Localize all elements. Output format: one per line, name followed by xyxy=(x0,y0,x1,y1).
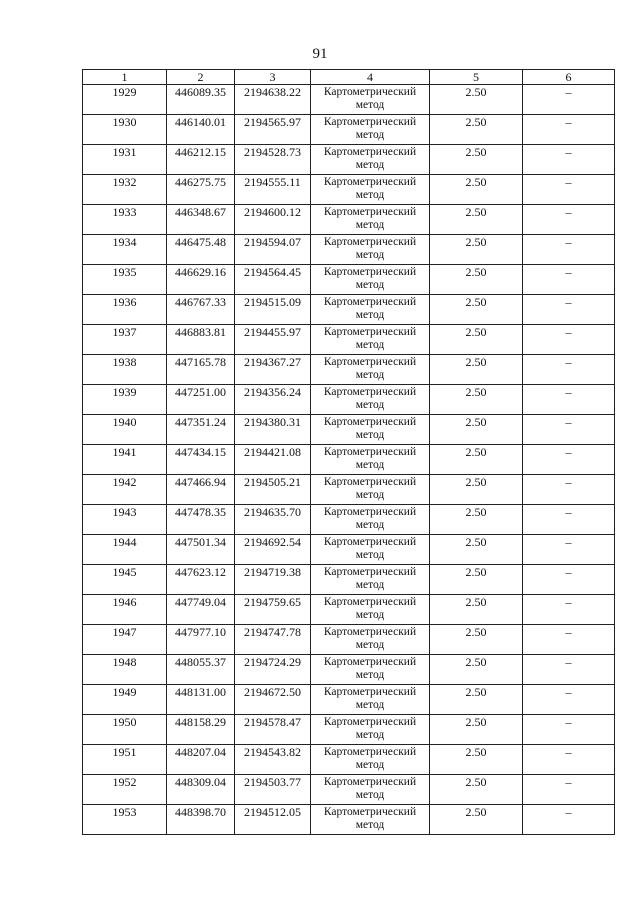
method-line-1: Картометрический xyxy=(323,716,417,728)
accuracy-cell: 2.50 xyxy=(430,325,523,355)
y-coordinate-cell: 2194719.38 xyxy=(235,565,311,595)
description-cell: – xyxy=(523,85,615,115)
point-number-cell: 1944 xyxy=(83,535,167,565)
table-row xyxy=(83,175,615,205)
y-coordinate-cell: 2194380.31 xyxy=(235,415,311,445)
accuracy-cell: 2.50 xyxy=(430,115,523,145)
point-number-cell: 1941 xyxy=(83,445,167,475)
y-coordinate-cell: 2194578.47 xyxy=(235,715,311,745)
method-line-2: метод xyxy=(355,459,385,471)
accuracy-cell: 2.50 xyxy=(430,295,523,325)
point-number-cell: 1943 xyxy=(83,505,167,535)
x-coordinate-cell: 446089.35 xyxy=(167,85,235,115)
table-header-row xyxy=(83,70,615,85)
accuracy-cell: 2.50 xyxy=(430,385,523,415)
description-cell: – xyxy=(523,505,615,535)
method-line-1: Картометрический xyxy=(323,206,417,218)
point-number-cell: 1953 xyxy=(83,805,167,835)
description-cell: – xyxy=(523,325,615,355)
point-number-cell: 1948 xyxy=(83,655,167,685)
table-row xyxy=(83,385,615,415)
point-number-cell: 1930 xyxy=(83,115,167,145)
x-coordinate-cell: 447165.78 xyxy=(167,355,235,385)
method-cell xyxy=(311,505,430,535)
accuracy-cell: 2.50 xyxy=(430,505,523,535)
method-cell xyxy=(311,115,430,145)
y-coordinate-cell: 2194747.78 xyxy=(235,625,311,655)
y-coordinate-cell: 2194638.22 xyxy=(235,85,311,115)
table-row xyxy=(83,535,615,565)
accuracy-cell: 2.50 xyxy=(430,685,523,715)
table-row xyxy=(83,565,615,595)
description-cell: – xyxy=(523,175,615,205)
method-line-1: Картометрический xyxy=(323,746,417,758)
y-coordinate-cell: 2194503.77 xyxy=(235,775,311,805)
method-line-1: Картометрический xyxy=(323,146,417,158)
table-row xyxy=(83,415,615,445)
method-cell xyxy=(311,565,430,595)
method-line-2: метод xyxy=(355,219,385,231)
y-coordinate-cell: 2194759.65 xyxy=(235,595,311,625)
accuracy-cell: 2.50 xyxy=(430,475,523,505)
point-number-cell: 1936 xyxy=(83,295,167,325)
method-cell xyxy=(311,205,430,235)
method-cell xyxy=(311,685,430,715)
header-cell-5: 5 xyxy=(430,70,523,85)
table-row xyxy=(83,265,615,295)
point-number-cell: 1940 xyxy=(83,415,167,445)
x-coordinate-cell: 447749.04 xyxy=(167,595,235,625)
method-line-1: Картометрический xyxy=(323,296,417,308)
method-cell xyxy=(311,355,430,385)
method-cell xyxy=(311,145,430,175)
accuracy-cell: 2.50 xyxy=(430,265,523,295)
method-line-2: метод xyxy=(355,129,385,141)
description-cell: – xyxy=(523,265,615,295)
accuracy-cell: 2.50 xyxy=(430,145,523,175)
point-number-cell: 1931 xyxy=(83,145,167,175)
x-coordinate-cell: 447251.00 xyxy=(167,385,235,415)
point-number-cell: 1945 xyxy=(83,565,167,595)
description-cell: – xyxy=(523,445,615,475)
table-row xyxy=(83,595,615,625)
y-coordinate-cell: 2194555.11 xyxy=(235,175,311,205)
x-coordinate-cell: 447977.10 xyxy=(167,625,235,655)
x-coordinate-cell: 448309.04 xyxy=(167,775,235,805)
method-line-1: Картометрический xyxy=(323,776,417,788)
method-cell xyxy=(311,85,430,115)
point-number-cell: 1952 xyxy=(83,775,167,805)
x-coordinate-cell: 448398.70 xyxy=(167,805,235,835)
method-line-2: метод xyxy=(355,309,385,321)
method-cell xyxy=(311,445,430,475)
description-cell: – xyxy=(523,295,615,325)
method-line-1: Картометрический xyxy=(323,686,417,698)
y-coordinate-cell: 2194528.73 xyxy=(235,145,311,175)
table-row xyxy=(83,445,615,475)
header-cell-3: 3 xyxy=(235,70,311,85)
y-coordinate-cell: 2194455.97 xyxy=(235,325,311,355)
table-row xyxy=(83,475,615,505)
method-cell xyxy=(311,325,430,355)
point-number-cell: 1935 xyxy=(83,265,167,295)
accuracy-cell: 2.50 xyxy=(430,205,523,235)
coordinates-table xyxy=(82,69,615,835)
method-cell xyxy=(311,625,430,655)
accuracy-cell: 2.50 xyxy=(430,445,523,475)
method-line-2: метод xyxy=(355,699,385,711)
accuracy-cell: 2.50 xyxy=(430,805,523,835)
x-coordinate-cell: 448207.04 xyxy=(167,745,235,775)
accuracy-cell: 2.50 xyxy=(430,775,523,805)
accuracy-cell: 2.50 xyxy=(430,715,523,745)
x-coordinate-cell: 447434.15 xyxy=(167,445,235,475)
y-coordinate-cell: 2194505.21 xyxy=(235,475,311,505)
y-coordinate-cell: 2194565.97 xyxy=(235,115,311,145)
accuracy-cell: 2.50 xyxy=(430,235,523,265)
x-coordinate-cell: 446475.48 xyxy=(167,235,235,265)
description-cell: – xyxy=(523,355,615,385)
x-coordinate-cell: 448055.37 xyxy=(167,655,235,685)
x-coordinate-cell: 446767.33 xyxy=(167,295,235,325)
method-line-2: метод xyxy=(355,579,385,591)
y-coordinate-cell: 2194512.05 xyxy=(235,805,311,835)
method-line-2: метод xyxy=(355,609,385,621)
method-cell xyxy=(311,295,430,325)
method-line-1: Картометрический xyxy=(323,326,417,338)
description-cell: – xyxy=(523,775,615,805)
y-coordinate-cell: 2194564.45 xyxy=(235,265,311,295)
point-number-cell: 1947 xyxy=(83,625,167,655)
method-line-2: метод xyxy=(355,189,385,201)
method-line-2: метод xyxy=(355,639,385,651)
method-cell xyxy=(311,715,430,745)
method-line-1: Картометрический xyxy=(323,656,417,668)
method-line-2: метод xyxy=(355,369,385,381)
x-coordinate-cell: 448131.00 xyxy=(167,685,235,715)
method-line-1: Картометрический xyxy=(323,116,417,128)
point-number-cell: 1949 xyxy=(83,685,167,715)
method-cell xyxy=(311,805,430,835)
table-body xyxy=(83,85,615,835)
point-number-cell: 1939 xyxy=(83,385,167,415)
method-line-2: метод xyxy=(355,759,385,771)
description-cell: – xyxy=(523,625,615,655)
table-row xyxy=(83,715,615,745)
point-number-cell: 1938 xyxy=(83,355,167,385)
point-number-cell: 1933 xyxy=(83,205,167,235)
x-coordinate-cell: 447501.34 xyxy=(167,535,235,565)
accuracy-cell: 2.50 xyxy=(430,355,523,385)
method-cell xyxy=(311,655,430,685)
description-cell: – xyxy=(523,595,615,625)
table-row xyxy=(83,625,615,655)
accuracy-cell: 2.50 xyxy=(430,175,523,205)
x-coordinate-cell: 446883.81 xyxy=(167,325,235,355)
method-line-2: метод xyxy=(355,339,385,351)
description-cell: – xyxy=(523,685,615,715)
method-cell xyxy=(311,385,430,415)
method-line-1: Картометрический xyxy=(323,446,417,458)
description-cell: – xyxy=(523,655,615,685)
method-line-1: Картометрический xyxy=(323,356,417,368)
header-cell-1: 1 xyxy=(83,70,167,85)
table-row xyxy=(83,205,615,235)
description-cell: – xyxy=(523,475,615,505)
accuracy-cell: 2.50 xyxy=(430,415,523,445)
method-line-2: метод xyxy=(355,99,385,111)
description-cell: – xyxy=(523,235,615,265)
x-coordinate-cell: 446140.01 xyxy=(167,115,235,145)
method-cell xyxy=(311,745,430,775)
point-number-cell: 1951 xyxy=(83,745,167,775)
description-cell: – xyxy=(523,805,615,835)
method-line-1: Картометрический xyxy=(323,266,417,278)
method-cell xyxy=(311,175,430,205)
point-number-cell: 1950 xyxy=(83,715,167,745)
method-line-1: Картометрический xyxy=(323,236,417,248)
method-line-2: метод xyxy=(355,819,385,831)
x-coordinate-cell: 448158.29 xyxy=(167,715,235,745)
method-line-1: Картометрический xyxy=(323,626,417,638)
table-row xyxy=(83,295,615,325)
table-row xyxy=(83,325,615,355)
method-line-1: Картометрический xyxy=(323,86,417,98)
header-cell-4: 4 xyxy=(311,70,430,85)
method-line-1: Картометрический xyxy=(323,386,417,398)
method-line-2: метод xyxy=(355,159,385,171)
point-number-cell: 1937 xyxy=(83,325,167,355)
y-coordinate-cell: 2194635.70 xyxy=(235,505,311,535)
x-coordinate-cell: 446348.67 xyxy=(167,205,235,235)
description-cell: – xyxy=(523,385,615,415)
y-coordinate-cell: 2194356.24 xyxy=(235,385,311,415)
description-cell: – xyxy=(523,745,615,775)
table-row xyxy=(83,235,615,265)
method-line-2: метод xyxy=(355,519,385,531)
method-cell xyxy=(311,775,430,805)
description-cell: – xyxy=(523,535,615,565)
method-line-2: метод xyxy=(355,549,385,561)
method-line-2: метод xyxy=(355,789,385,801)
method-cell xyxy=(311,235,430,265)
table-row xyxy=(83,85,615,115)
method-line-2: метод xyxy=(355,489,385,501)
method-line-2: метод xyxy=(355,429,385,441)
table-row xyxy=(83,115,615,145)
method-line-2: метод xyxy=(355,279,385,291)
x-coordinate-cell: 447466.94 xyxy=(167,475,235,505)
method-line-1: Картометрический xyxy=(323,596,417,608)
accuracy-cell: 2.50 xyxy=(430,595,523,625)
point-number-cell: 1946 xyxy=(83,595,167,625)
method-line-2: метод xyxy=(355,249,385,261)
table-row xyxy=(83,775,615,805)
y-coordinate-cell: 2194367.27 xyxy=(235,355,311,385)
accuracy-cell: 2.50 xyxy=(430,655,523,685)
accuracy-cell: 2.50 xyxy=(430,565,523,595)
method-cell xyxy=(311,535,430,565)
y-coordinate-cell: 2194600.12 xyxy=(235,205,311,235)
accuracy-cell: 2.50 xyxy=(430,745,523,775)
x-coordinate-cell: 446212.15 xyxy=(167,145,235,175)
y-coordinate-cell: 2194672.50 xyxy=(235,685,311,715)
method-cell xyxy=(311,415,430,445)
table-row xyxy=(83,355,615,385)
method-line-1: Картометрический xyxy=(323,536,417,548)
method-cell xyxy=(311,265,430,295)
point-number-cell: 1929 xyxy=(83,85,167,115)
x-coordinate-cell: 446275.75 xyxy=(167,175,235,205)
y-coordinate-cell: 2194594.07 xyxy=(235,235,311,265)
description-cell: – xyxy=(523,415,615,445)
description-cell: – xyxy=(523,145,615,175)
description-cell: – xyxy=(523,715,615,745)
page-number: 91 xyxy=(312,46,328,62)
y-coordinate-cell: 2194421.08 xyxy=(235,445,311,475)
header-cell-2: 2 xyxy=(167,70,235,85)
x-coordinate-cell: 447351.24 xyxy=(167,415,235,445)
table-row xyxy=(83,655,615,685)
y-coordinate-cell: 2194543.82 xyxy=(235,745,311,775)
method-line-1: Картометрический xyxy=(323,566,417,578)
y-coordinate-cell: 2194692.54 xyxy=(235,535,311,565)
table-row xyxy=(83,145,615,175)
method-line-1: Картометрический xyxy=(323,476,417,488)
method-line-1: Картометрический xyxy=(323,416,417,428)
accuracy-cell: 2.50 xyxy=(430,85,523,115)
method-cell xyxy=(311,595,430,625)
point-number-cell: 1932 xyxy=(83,175,167,205)
method-line-2: метод xyxy=(355,729,385,741)
x-coordinate-cell: 447478.35 xyxy=(167,505,235,535)
table-row xyxy=(83,505,615,535)
description-cell: – xyxy=(523,205,615,235)
header-cell-6: 6 xyxy=(523,70,615,85)
table-row xyxy=(83,805,615,835)
method-line-2: метод xyxy=(355,399,385,411)
y-coordinate-cell: 2194515.09 xyxy=(235,295,311,325)
point-number-cell: 1934 xyxy=(83,235,167,265)
point-number-cell: 1942 xyxy=(83,475,167,505)
method-line-1: Картометрический xyxy=(323,806,417,818)
method-line-1: Картометрический xyxy=(323,176,417,188)
method-cell xyxy=(311,475,430,505)
x-coordinate-cell: 446629.16 xyxy=(167,265,235,295)
x-coordinate-cell: 447623.12 xyxy=(167,565,235,595)
method-line-1: Картометрический xyxy=(323,506,417,518)
table-row xyxy=(83,745,615,775)
description-cell: – xyxy=(523,565,615,595)
table-row xyxy=(83,685,615,715)
method-line-2: метод xyxy=(355,669,385,681)
accuracy-cell: 2.50 xyxy=(430,535,523,565)
accuracy-cell: 2.50 xyxy=(430,625,523,655)
description-cell: – xyxy=(523,115,615,145)
y-coordinate-cell: 2194724.29 xyxy=(235,655,311,685)
